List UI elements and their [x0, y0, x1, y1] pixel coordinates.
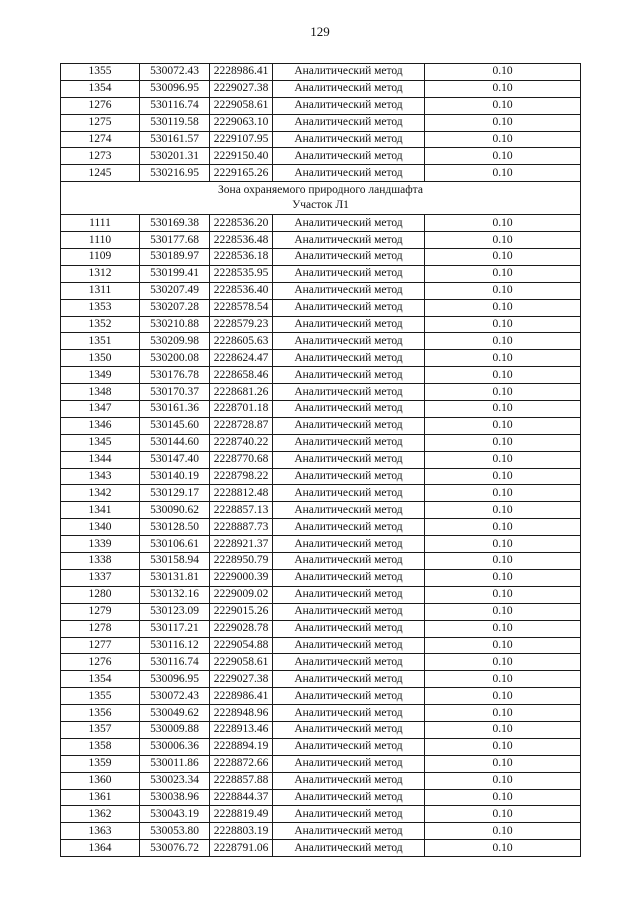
x-coordinate-cell: 530207.28: [140, 299, 210, 316]
x-coordinate-cell: 530201.31: [140, 148, 210, 165]
table-row: [61, 282, 581, 299]
method-cell: Аналитический метод: [273, 148, 425, 165]
method-cell: Аналитический метод: [273, 97, 425, 114]
method-cell: Аналитический метод: [273, 64, 425, 81]
y-coordinate-cell: 2228605.63: [210, 333, 273, 350]
point-number-cell: 1109: [61, 249, 140, 266]
point-number-cell: 1276: [61, 654, 140, 671]
point-number-cell: 1350: [61, 350, 140, 367]
table-row: [61, 148, 581, 165]
method-cell: Аналитический метод: [273, 215, 425, 232]
table-row: [61, 451, 581, 468]
table-row: [61, 688, 581, 705]
x-coordinate-cell: 530170.37: [140, 384, 210, 401]
y-coordinate-cell: 2228681.26: [210, 384, 273, 401]
point-number-cell: 1278: [61, 620, 140, 637]
table-row: [61, 553, 581, 570]
section-header-row: [61, 182, 581, 215]
x-coordinate-cell: 530216.95: [140, 165, 210, 182]
table-row: [61, 536, 581, 553]
point-number-cell: 1362: [61, 806, 140, 823]
point-number-cell: 1346: [61, 417, 140, 434]
point-number-cell: 1338: [61, 553, 140, 570]
method-cell: Аналитический метод: [273, 333, 425, 350]
table-row: [61, 721, 581, 738]
method-cell: Аналитический метод: [273, 249, 425, 266]
y-coordinate-cell: 2228857.88: [210, 772, 273, 789]
method-cell: Аналитический метод: [273, 131, 425, 148]
table-row: [61, 485, 581, 502]
point-number-cell: 1311: [61, 282, 140, 299]
y-coordinate-cell: 2228857.13: [210, 502, 273, 519]
method-cell: Аналитический метод: [273, 671, 425, 688]
x-coordinate-cell: 530169.38: [140, 215, 210, 232]
table-row: [61, 671, 581, 688]
y-coordinate-cell: 2229009.02: [210, 586, 273, 603]
error-cell: 0.10: [425, 823, 581, 840]
x-coordinate-cell: 530116.74: [140, 97, 210, 114]
method-cell: Аналитический метод: [273, 434, 425, 451]
x-coordinate-cell: 530161.36: [140, 401, 210, 418]
section-title-line2: Участок Л1: [292, 199, 349, 212]
method-cell: Аналитический метод: [273, 451, 425, 468]
x-coordinate-cell: 530096.95: [140, 80, 210, 97]
point-number-cell: 1343: [61, 468, 140, 485]
method-cell: Аналитический метод: [273, 401, 425, 418]
point-number-cell: 1280: [61, 586, 140, 603]
y-coordinate-cell: 2228536.48: [210, 232, 273, 249]
method-cell: Аналитический метод: [273, 772, 425, 789]
error-cell: 0.10: [425, 350, 581, 367]
error-cell: 0.10: [425, 282, 581, 299]
method-cell: Аналитический метод: [273, 789, 425, 806]
table-row: [61, 840, 581, 857]
error-cell: 0.10: [425, 417, 581, 434]
table-row: [61, 823, 581, 840]
method-cell: Аналитический метод: [273, 721, 425, 738]
x-coordinate-cell: 530210.88: [140, 316, 210, 333]
y-coordinate-cell: 2229054.88: [210, 637, 273, 654]
y-coordinate-cell: 2228986.41: [210, 688, 273, 705]
table-row: [61, 772, 581, 789]
y-coordinate-cell: 2229107.95: [210, 131, 273, 148]
x-coordinate-cell: 530117.21: [140, 620, 210, 637]
y-coordinate-cell: 2228728.87: [210, 417, 273, 434]
table-row: [61, 738, 581, 755]
error-cell: 0.10: [425, 738, 581, 755]
error-cell: 0.10: [425, 620, 581, 637]
point-number-cell: 1355: [61, 688, 140, 705]
x-coordinate-cell: 530090.62: [140, 502, 210, 519]
error-cell: 0.10: [425, 434, 581, 451]
table-row: [61, 232, 581, 249]
point-number-cell: 1276: [61, 97, 140, 114]
table-body-after-section: [61, 215, 581, 857]
x-coordinate-cell: 530200.08: [140, 350, 210, 367]
method-cell: Аналитический метод: [273, 823, 425, 840]
y-coordinate-cell: 2228812.48: [210, 485, 273, 502]
method-cell: Аналитический метод: [273, 265, 425, 282]
method-cell: Аналитический метод: [273, 468, 425, 485]
x-coordinate-cell: 530038.96: [140, 789, 210, 806]
point-number-cell: 1274: [61, 131, 140, 148]
error-cell: 0.10: [425, 299, 581, 316]
y-coordinate-cell: 2228798.22: [210, 468, 273, 485]
point-number-cell: 1357: [61, 721, 140, 738]
point-number-cell: 1342: [61, 485, 140, 502]
table-row: [61, 265, 581, 282]
y-coordinate-cell: 2229165.26: [210, 165, 273, 182]
error-cell: 0.10: [425, 165, 581, 182]
method-cell: Аналитический метод: [273, 536, 425, 553]
table-row: [61, 97, 581, 114]
y-coordinate-cell: 2229015.26: [210, 603, 273, 620]
error-cell: 0.10: [425, 603, 581, 620]
method-cell: Аналитический метод: [273, 80, 425, 97]
error-cell: 0.10: [425, 569, 581, 586]
error-cell: 0.10: [425, 536, 581, 553]
point-number-cell: 1361: [61, 789, 140, 806]
error-cell: 0.10: [425, 249, 581, 266]
table-row: [61, 620, 581, 637]
table-row: [61, 249, 581, 266]
point-number-cell: 1340: [61, 519, 140, 536]
y-coordinate-cell: 2229028.78: [210, 620, 273, 637]
error-cell: 0.10: [425, 806, 581, 823]
point-number-cell: 1351: [61, 333, 140, 350]
table-row: [61, 80, 581, 97]
section-header-group: [61, 182, 581, 215]
point-number-cell: 1245: [61, 165, 140, 182]
y-coordinate-cell: 2228986.41: [210, 64, 273, 81]
point-number-cell: 1364: [61, 840, 140, 857]
y-coordinate-cell: 2229063.10: [210, 114, 273, 131]
point-number-cell: 1356: [61, 705, 140, 722]
table-row: [61, 603, 581, 620]
table-row: [61, 131, 581, 148]
table-row: [61, 502, 581, 519]
x-coordinate-cell: 530076.72: [140, 840, 210, 857]
method-cell: Аналитический метод: [273, 603, 425, 620]
point-number-cell: 1354: [61, 671, 140, 688]
table-row: [61, 755, 581, 772]
x-coordinate-cell: 530129.17: [140, 485, 210, 502]
point-number-cell: 1312: [61, 265, 140, 282]
y-coordinate-cell: 2228701.18: [210, 401, 273, 418]
point-number-cell: 1348: [61, 384, 140, 401]
method-cell: Аналитический метод: [273, 637, 425, 654]
error-cell: 0.10: [425, 451, 581, 468]
point-number-cell: 1355: [61, 64, 140, 81]
method-cell: Аналитический метод: [273, 502, 425, 519]
table-row: [61, 654, 581, 671]
table-row: [61, 299, 581, 316]
method-cell: Аналитический метод: [273, 417, 425, 434]
x-coordinate-cell: 530116.12: [140, 637, 210, 654]
method-cell: Аналитический метод: [273, 282, 425, 299]
y-coordinate-cell: 2228535.95: [210, 265, 273, 282]
table-row: [61, 64, 581, 81]
x-coordinate-cell: 530072.43: [140, 688, 210, 705]
x-coordinate-cell: 530140.19: [140, 468, 210, 485]
y-coordinate-cell: 2229027.38: [210, 671, 273, 688]
table-row: [61, 569, 581, 586]
x-coordinate-cell: 530123.09: [140, 603, 210, 620]
point-number-cell: 1341: [61, 502, 140, 519]
error-cell: 0.10: [425, 755, 581, 772]
point-number-cell: 1347: [61, 401, 140, 418]
method-cell: Аналитический метод: [273, 738, 425, 755]
x-coordinate-cell: 530145.60: [140, 417, 210, 434]
point-number-cell: 1345: [61, 434, 140, 451]
point-number-cell: 1110: [61, 232, 140, 249]
error-cell: 0.10: [425, 80, 581, 97]
point-number-cell: 1279: [61, 603, 140, 620]
y-coordinate-cell: 2228819.49: [210, 806, 273, 823]
table-row: [61, 316, 581, 333]
point-number-cell: 1277: [61, 637, 140, 654]
table-row: [61, 434, 581, 451]
method-cell: Аналитический метод: [273, 569, 425, 586]
point-number-cell: 1344: [61, 451, 140, 468]
method-cell: Аналитический метод: [273, 114, 425, 131]
point-number-cell: 1363: [61, 823, 140, 840]
x-coordinate-cell: 530106.61: [140, 536, 210, 553]
error-cell: 0.10: [425, 840, 581, 857]
table-row: [61, 333, 581, 350]
method-cell: Аналитический метод: [273, 384, 425, 401]
point-number-cell: 1359: [61, 755, 140, 772]
error-cell: 0.10: [425, 637, 581, 654]
point-number-cell: 1275: [61, 114, 140, 131]
x-coordinate-cell: 530144.60: [140, 434, 210, 451]
y-coordinate-cell: 2228791.06: [210, 840, 273, 857]
method-cell: Аналитический метод: [273, 755, 425, 772]
x-coordinate-cell: 530128.50: [140, 519, 210, 536]
y-coordinate-cell: 2229000.39: [210, 569, 273, 586]
x-coordinate-cell: 530116.74: [140, 654, 210, 671]
table-row: [61, 165, 581, 182]
table-row: [61, 586, 581, 603]
y-coordinate-cell: 2228894.19: [210, 738, 273, 755]
x-coordinate-cell: 530072.43: [140, 64, 210, 81]
y-coordinate-cell: 2228950.79: [210, 553, 273, 570]
point-number-cell: 1358: [61, 738, 140, 755]
table-row: [61, 350, 581, 367]
method-cell: Аналитический метод: [273, 165, 425, 182]
error-cell: 0.10: [425, 772, 581, 789]
x-coordinate-cell: 530053.80: [140, 823, 210, 840]
x-coordinate-cell: 530161.57: [140, 131, 210, 148]
x-coordinate-cell: 530158.94: [140, 553, 210, 570]
method-cell: Аналитический метод: [273, 232, 425, 249]
method-cell: Аналитический метод: [273, 485, 425, 502]
method-cell: Аналитический метод: [273, 586, 425, 603]
x-coordinate-cell: 530011.86: [140, 755, 210, 772]
x-coordinate-cell: 530009.88: [140, 721, 210, 738]
error-cell: 0.10: [425, 468, 581, 485]
point-number-cell: 1337: [61, 569, 140, 586]
table-row: [61, 401, 581, 418]
error-cell: 0.10: [425, 553, 581, 570]
error-cell: 0.10: [425, 97, 581, 114]
table-body-before-section: [61, 64, 581, 182]
method-cell: Аналитический метод: [273, 806, 425, 823]
table-row: [61, 384, 581, 401]
error-cell: 0.10: [425, 316, 581, 333]
error-cell: 0.10: [425, 367, 581, 384]
error-cell: 0.10: [425, 401, 581, 418]
x-coordinate-cell: 530207.49: [140, 282, 210, 299]
table-row: [61, 114, 581, 131]
y-coordinate-cell: 2228624.47: [210, 350, 273, 367]
x-coordinate-cell: 530132.16: [140, 586, 210, 603]
y-coordinate-cell: 2228803.19: [210, 823, 273, 840]
y-coordinate-cell: 2228872.66: [210, 755, 273, 772]
y-coordinate-cell: 2229058.61: [210, 97, 273, 114]
x-coordinate-cell: 530209.98: [140, 333, 210, 350]
x-coordinate-cell: 530023.34: [140, 772, 210, 789]
error-cell: 0.10: [425, 131, 581, 148]
table-row: [61, 519, 581, 536]
point-number-cell: 1339: [61, 536, 140, 553]
point-number-cell: 1352: [61, 316, 140, 333]
section-title-line1: Зона охраняемого природного ландшафта: [218, 184, 423, 197]
error-cell: 0.10: [425, 114, 581, 131]
error-cell: 0.10: [425, 384, 581, 401]
table-row: [61, 789, 581, 806]
method-cell: Аналитический метод: [273, 688, 425, 705]
error-cell: 0.10: [425, 721, 581, 738]
point-number-cell: 1360: [61, 772, 140, 789]
method-cell: Аналитический метод: [273, 620, 425, 637]
point-number-cell: 1353: [61, 299, 140, 316]
method-cell: Аналитический метод: [273, 316, 425, 333]
error-cell: 0.10: [425, 586, 581, 603]
error-cell: 0.10: [425, 705, 581, 722]
point-number-cell: 1354: [61, 80, 140, 97]
method-cell: Аналитический метод: [273, 367, 425, 384]
point-number-cell: 1273: [61, 148, 140, 165]
y-coordinate-cell: 2228536.20: [210, 215, 273, 232]
x-coordinate-cell: 530199.41: [140, 265, 210, 282]
y-coordinate-cell: 2228579.23: [210, 316, 273, 333]
y-coordinate-cell: 2228536.40: [210, 282, 273, 299]
table-row: [61, 705, 581, 722]
x-coordinate-cell: 530177.68: [140, 232, 210, 249]
y-coordinate-cell: 2228770.68: [210, 451, 273, 468]
point-number-cell: 1349: [61, 367, 140, 384]
error-cell: 0.10: [425, 215, 581, 232]
error-cell: 0.10: [425, 519, 581, 536]
error-cell: 0.10: [425, 265, 581, 282]
x-coordinate-cell: 530176.78: [140, 367, 210, 384]
method-cell: Аналитический метод: [273, 299, 425, 316]
x-coordinate-cell: 530096.95: [140, 671, 210, 688]
x-coordinate-cell: 530043.19: [140, 806, 210, 823]
y-coordinate-cell: 2229058.61: [210, 654, 273, 671]
error-cell: 0.10: [425, 64, 581, 81]
table-row: [61, 806, 581, 823]
y-coordinate-cell: 2228740.22: [210, 434, 273, 451]
y-coordinate-cell: 2228578.54: [210, 299, 273, 316]
x-coordinate-cell: 530189.97: [140, 249, 210, 266]
x-coordinate-cell: 530006.36: [140, 738, 210, 755]
error-cell: 0.10: [425, 688, 581, 705]
x-coordinate-cell: 530131.81: [140, 569, 210, 586]
table-row: [61, 417, 581, 434]
method-cell: Аналитический метод: [273, 705, 425, 722]
y-coordinate-cell: 2228536.18: [210, 249, 273, 266]
method-cell: Аналитический метод: [273, 519, 425, 536]
x-coordinate-cell: 530119.58: [140, 114, 210, 131]
table-row: [61, 215, 581, 232]
y-coordinate-cell: 2228887.73: [210, 519, 273, 536]
y-coordinate-cell: 2228658.46: [210, 367, 273, 384]
table-row: [61, 468, 581, 485]
y-coordinate-cell: 2228921.37: [210, 536, 273, 553]
method-cell: Аналитический метод: [273, 654, 425, 671]
error-cell: 0.10: [425, 333, 581, 350]
error-cell: 0.10: [425, 485, 581, 502]
method-cell: Аналитический метод: [273, 840, 425, 857]
table-row: [61, 637, 581, 654]
method-cell: Аналитический метод: [273, 553, 425, 570]
error-cell: 0.10: [425, 671, 581, 688]
error-cell: 0.10: [425, 232, 581, 249]
method-cell: Аналитический метод: [273, 350, 425, 367]
x-coordinate-cell: 530049.62: [140, 705, 210, 722]
point-number-cell: 1111: [61, 215, 140, 232]
y-coordinate-cell: 2229150.40: [210, 148, 273, 165]
section-header-cell: [61, 182, 581, 215]
error-cell: 0.10: [425, 148, 581, 165]
error-cell: 0.10: [425, 502, 581, 519]
error-cell: 0.10: [425, 789, 581, 806]
y-coordinate-cell: 2229027.38: [210, 80, 273, 97]
page-number: 129: [310, 24, 330, 39]
coordinates-table: [60, 63, 581, 857]
y-coordinate-cell: 2228844.37: [210, 789, 273, 806]
x-coordinate-cell: 530147.40: [140, 451, 210, 468]
table-row: [61, 367, 581, 384]
y-coordinate-cell: 2228948.96: [210, 705, 273, 722]
y-coordinate-cell: 2228913.46: [210, 721, 273, 738]
error-cell: 0.10: [425, 654, 581, 671]
